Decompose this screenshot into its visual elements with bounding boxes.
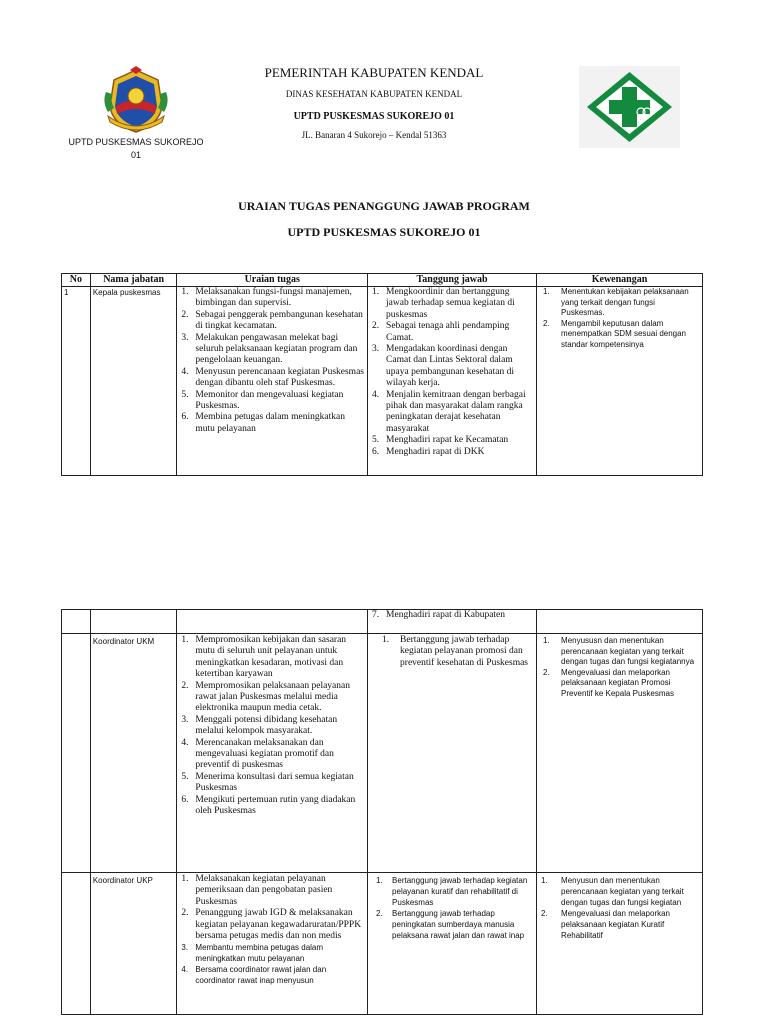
list-item: 1. Mempromosikan kebijakan dan sasaran mutu di seluruh unit pelayanan untuk meningkatkan kesadaran, motivasi dan ketertiban karyawan (181, 635, 347, 680)
column-header-tanggung-jawab: Tanggung jawab (368, 274, 537, 287)
list-item: 6. Menghadiri rapat di DKK (372, 446, 485, 457)
job-title: Kepala puskesmas (90, 287, 177, 476)
duties-cell (177, 873, 368, 1015)
address: JL. Banaran 4 Sukorejo – Kendal 51363 (301, 130, 447, 140)
list-item: 5. Menerima konsultasi dari semua kegiatan Puskesmas (181, 771, 354, 794)
duties-table-page-1 (61, 273, 703, 476)
list-item: 1. Bertanggung jawab terhadap kegiatan pelayanan kuratif dan rehabilitatif di Puskesmas (376, 876, 528, 907)
duties-cell (177, 634, 368, 873)
column-header-no: No (62, 274, 91, 287)
logo-caption-line-2: 01 (130, 150, 141, 160)
column-header-uraian-tugas: Uraian tugas (177, 274, 368, 287)
list-item: 2. Mengevaluasi dan melaporkan pelaksanaan kegiatan Promosi Preventif ke Kepala Puskesmas (543, 667, 674, 698)
list-item: 4. Menyusun perencanaan kegiatan Puskesmas dengan dibantu oleh staf Puskesmas. (181, 366, 364, 389)
list-item: 2. Penanggung jawab IGD & melaksanakan kegiatan pelayanan kegawadaruratan/PPPK bersama petugas medis dan non medis (181, 908, 362, 942)
job-title: Koordinator UKM (90, 634, 177, 873)
logo-caption-line-1: UPTD PUSKESMAS SUKOREJO (68, 137, 204, 147)
list-item: 3. Melakukan pengawasan melekat bagi seluruh pelaksanaan kegiatan program dan pengelolaan keuangan. (181, 332, 358, 366)
document-subtitle: UPTD PUSKESMAS SUKOREJO 01 (287, 225, 481, 239)
puskesmas-cross-icon (579, 66, 680, 148)
duties-list (179, 287, 365, 435)
list-item: 3. Mengadakan koordinasi dengan Camat dan Lintas Sektoral dalam upaya pembangunan kesehatan di wilayah kerja. (372, 344, 514, 389)
authority-list (539, 287, 700, 350)
unit-name: UPTD PUSKESMAS SUKOREJO 01 (293, 111, 455, 122)
column-header-kewenangan: Kewenangan (537, 274, 703, 287)
list-item: 2. Mengevaluasi dan melaporkan pelaksanaan kegiatan Kuratif Rehabilitatif (541, 909, 671, 940)
kendal-regency-crest-icon (100, 66, 172, 134)
list-item: 1. Mengkoordinir dan bertanggung jawab terhadap semua kegiatan di puskesmas (372, 287, 515, 320)
list-item: 4. Menjalin kemitraan dengan berbagai pihak dan masyarakat dalam rangka peningkatan derajat kesehatan masyarakat (372, 389, 526, 434)
list-item: 3. Membantu membina petugas dalam meningkatkan mutu pelayanan (181, 943, 324, 964)
responsibility-list (370, 875, 534, 941)
list-item: 2. Mengambil keputusan dalam menempatkan SDM sesuai dengan standar kompetensinya (543, 318, 687, 349)
duties-list (179, 635, 365, 818)
table-row (62, 610, 703, 634)
authority-list (539, 636, 700, 699)
list-item: 6. Mengikuti pertemuan rutin yang diadakan oleh Puskesmas (181, 794, 356, 817)
responsibility-cell (368, 610, 537, 634)
list-item: 1. Menyusun dan menentukan perencanaan kegiatan yang terkait dengan tugas dan fungsi kegiatan (541, 876, 684, 907)
responsibility-cell (368, 287, 537, 476)
table-row (62, 873, 703, 1015)
authority-cell (537, 873, 703, 1015)
list-item: 5. Menghadiri rapat ke Kecamatan (372, 435, 509, 446)
list-item: 3. Menggali potensi dibidang kesehatan melalui kelompok masyarakat. (181, 714, 338, 737)
list-item: 4. Bersama coordinator rawat jalan dan coordinator rawat inap menyusun (181, 965, 327, 986)
list-item: 2. Sebagai tenaga ahli pendamping Camat. (372, 321, 510, 343)
list-item: 1. Bertanggung jawab terhadap kegiatan pelayanan promosi dan preventif kesehatan di Puskesmas (382, 635, 528, 668)
list-item: 1. Menentukan kebijakan pelaksanaan yang terkait dengan fungsi Puskesmas. (543, 287, 689, 317)
table-row (62, 287, 703, 476)
column-header-nama-jabatan: Nama jabatan (90, 274, 177, 287)
responsibility-list (370, 287, 534, 458)
responsibility-cell (368, 634, 537, 873)
logo-caption (62, 136, 210, 162)
letterhead (0, 0, 768, 200)
document-title: URAIAN TUGAS PENANGGUNG JAWAB PROGRAM (238, 199, 530, 213)
department-name: DINAS KESEHATAN KABUPATEN KENDAL (285, 89, 463, 99)
authority-list (539, 875, 700, 941)
duties-table-page-2 (61, 609, 703, 1015)
list-item: 7. Menghadiri rapat di Kabupaten (372, 610, 506, 620)
responsibility-list (370, 610, 534, 621)
list-item: 2. Bertanggung jawab terhadap peningkatan sumberdaya manusia pelaksana rawat jalan dan rawat inap (376, 909, 525, 940)
list-item: 1. Menyususn dan menentukan perencanaan kegiatan yang terkait dengan tugas dan fungsi kegiatannya (543, 636, 695, 666)
job-title: Koordinator UKP (90, 873, 177, 1015)
list-item: 2. Mempromosikan pelaksanaan pelayanan rawat jalan Puskesmas melalui media elektronika maupun media cetak. (181, 680, 350, 714)
list-item: 4. Merencanakan melaksanakan dan mengevaluasi kegiatan promotif dan preventif di puskesmas (181, 737, 334, 771)
list-item: 5. Memonitor dan mengevaluasi kegiatan Puskesmas. (181, 389, 344, 412)
list-item: 1. Melaksanakan fungsi-fungsi manajemen, bimbingan dan supervisi. (181, 287, 352, 309)
authority-cell (537, 634, 703, 873)
list-item: 1. Melaksanakan kegiatan pelayanan pemeriksaan dan pengobatan pasien Puskesmas (181, 874, 333, 907)
row-number: 1 (62, 287, 91, 476)
authority-cell (537, 287, 703, 476)
duties-list (179, 874, 365, 986)
government-name: PEMERINTAH KABUPATEN KENDAL (264, 65, 484, 80)
responsibility-list (370, 635, 534, 669)
duties-cell (177, 287, 368, 476)
list-item: 6. Membina petugas dalam meningkatkan mutu pelayanan (181, 412, 345, 434)
responsibility-cell (368, 873, 537, 1015)
list-item: 2. Sebagai penggerak pembangunan kesehatan di tingkat kecamatan. (181, 309, 363, 332)
table-header-row (62, 274, 703, 287)
table-row (62, 634, 703, 873)
